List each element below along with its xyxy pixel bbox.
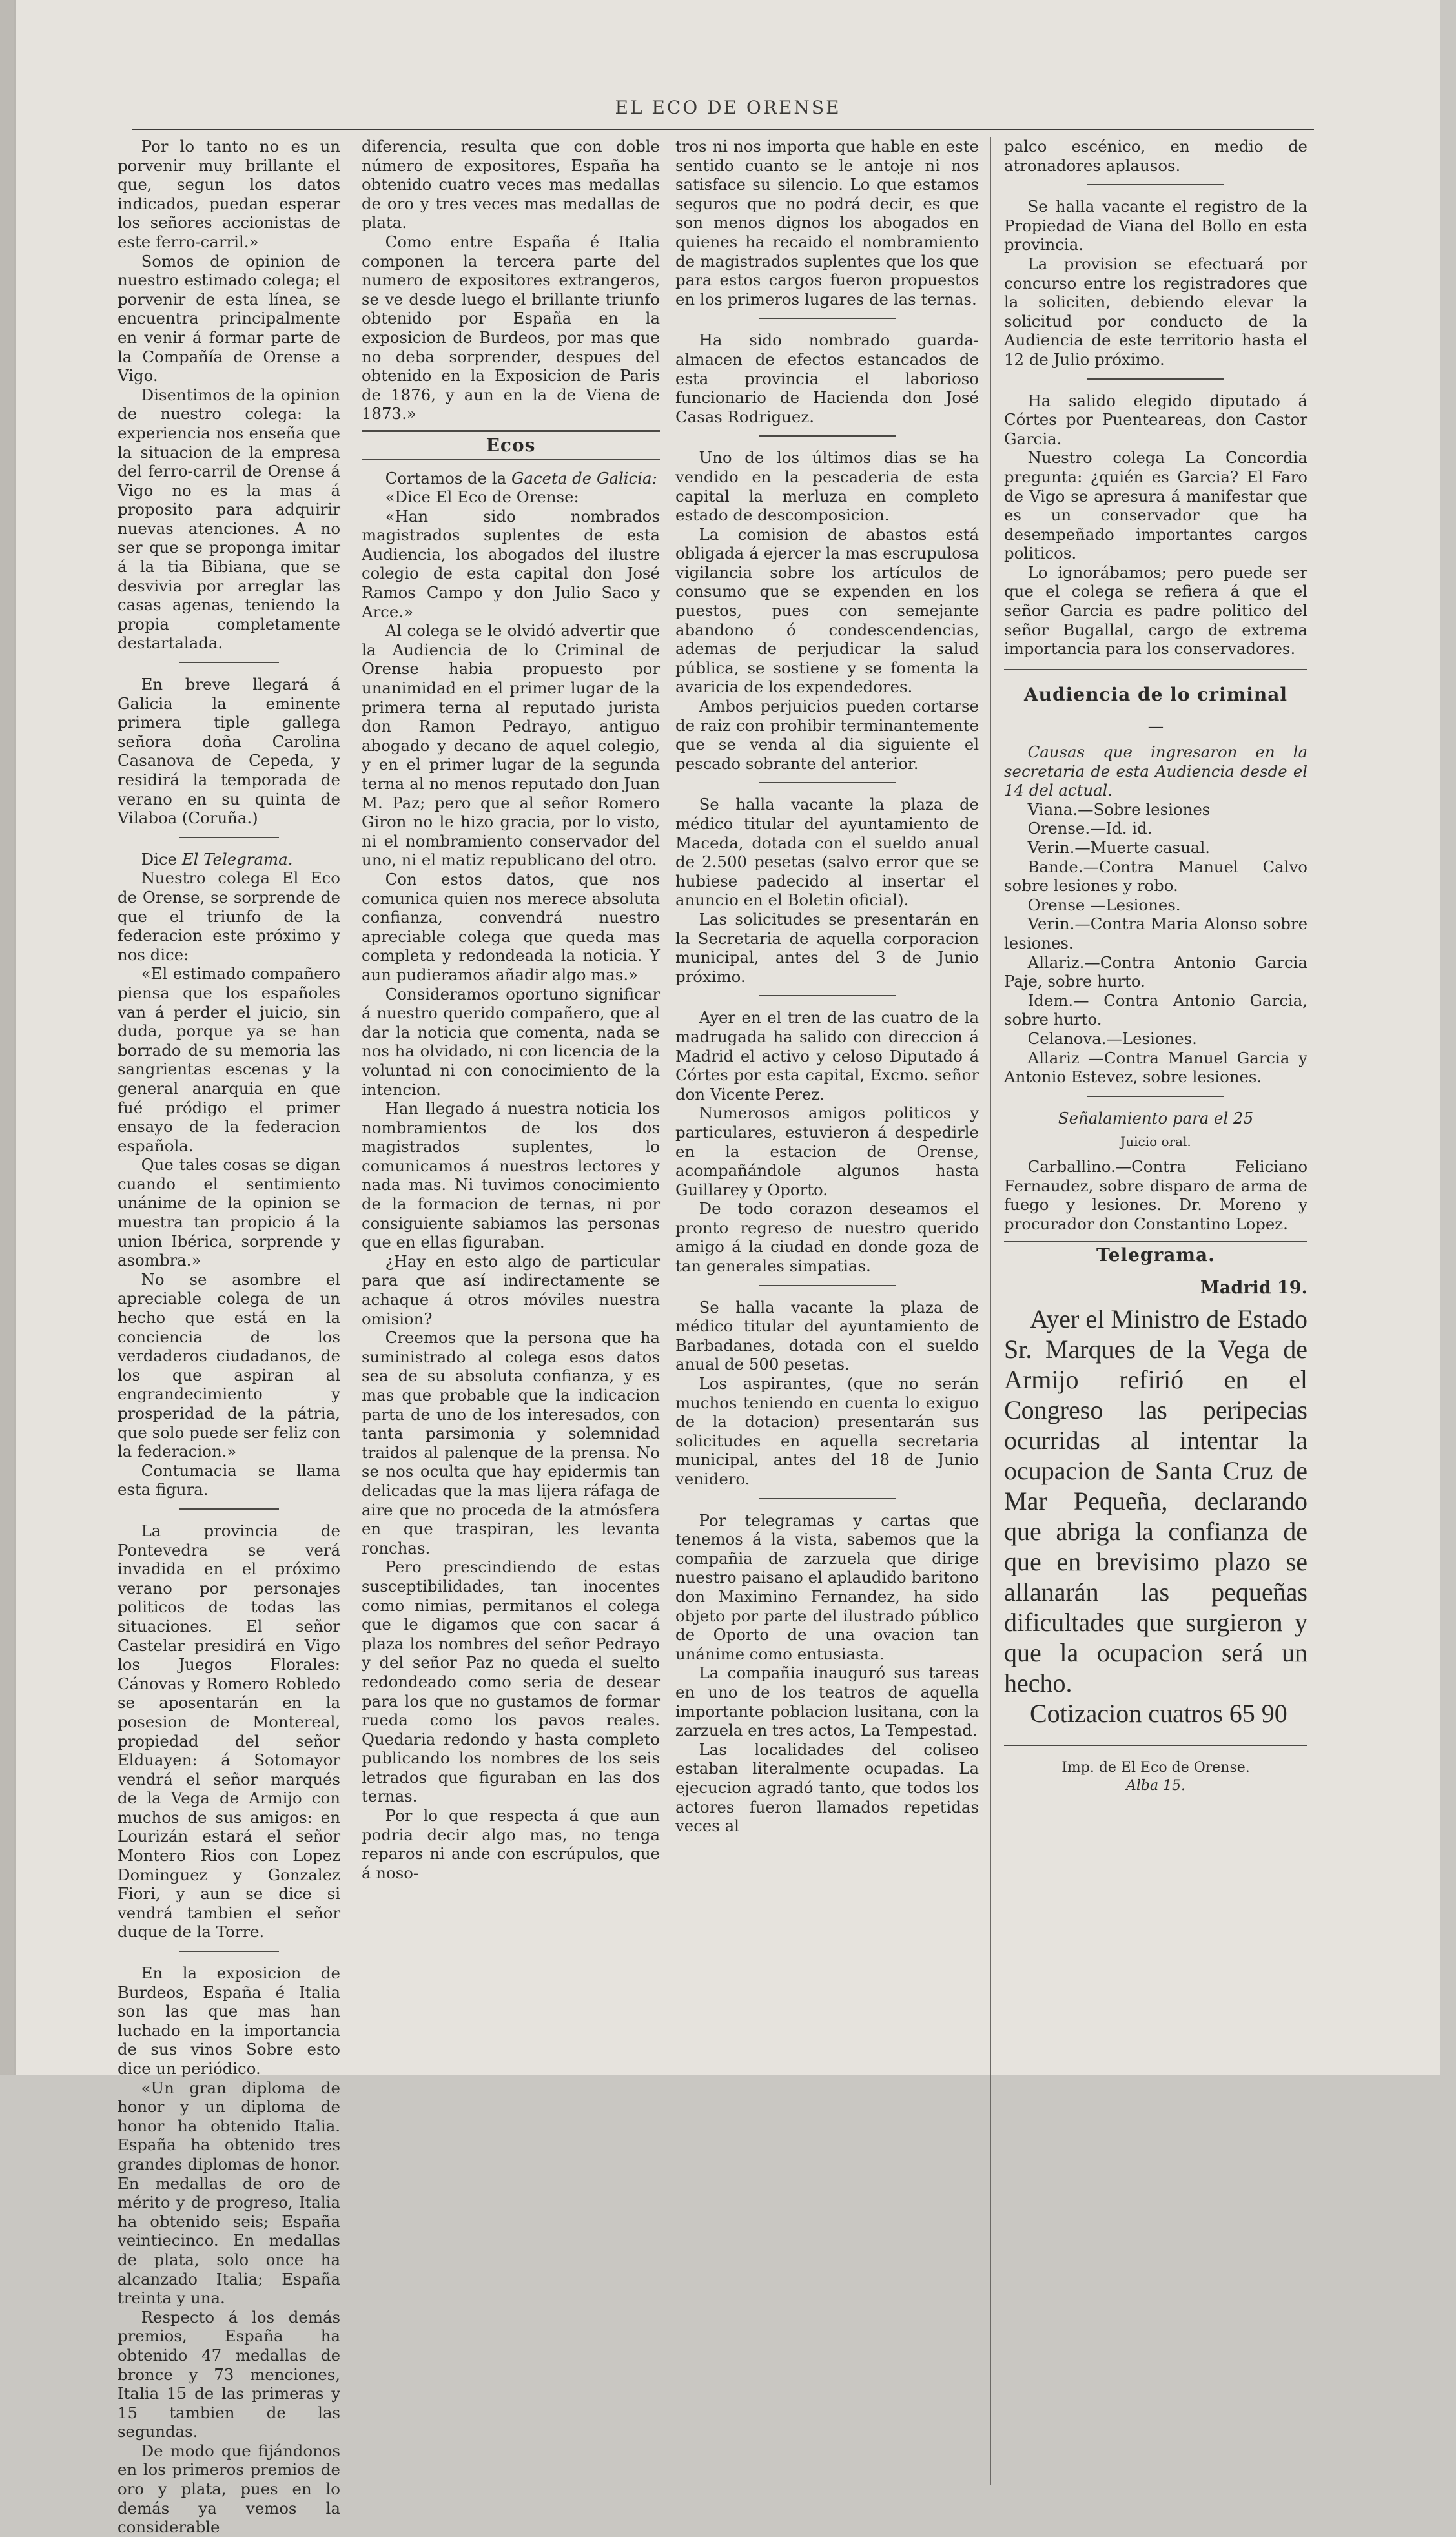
paragraph: Pero prescindiendo de estas susceptibilidades, tan inocentes como nimias, permitanos el colega que le digamos que con sacar á plaza los nombres del señor Pedrayo y del señor Paz no queda el suelto redondeado como seria de desear para los que no gustamos de formar rueda como los pavos reales. Quedaria redondo y hasta completo publicando los nombres de los seis letrados que figuraban en las dos ternas.: [362, 1557, 660, 1806]
causa-item: Viana.—Sobre lesiones: [1027, 799, 1211, 819]
paragraph: Creemos que la persona que ha suministrado al colega esos datos sea de su absoluta confianza, y es mas que probable que la indicacion parta de uno de los interesados, con tanta parsimonia y solemnidad traidos al palenque de la prensa. No se nos oculta que hay epidermis tan delicadas que la mas lijera ráfaga de aire que no proceda de la atmósfera en que traspiran, les levanta ronchas.: [362, 1328, 660, 1557]
paragraph: diferencia, resulta que con doble número de expositores, España ha obtenido cuatro veces mas medallas de oro y tres veces mas medallas de plata.: [362, 137, 660, 232]
separator: [759, 318, 896, 319]
juicio-label: Juicio oral.: [1120, 1134, 1191, 1150]
paragraph: Han llegado á nuestra noticia los nombramientos de los dos magistrados suplentes, lo comunicamos á nuestros lectores y nada mas. Ni tuvimos conocimiento de la formacion de ternas, ni por consiguiente sabiamos las personas que en ellas figuraban.: [362, 1099, 660, 1252]
paragraph: Carballino.—Contra Feliciano Fernaudez, sobre disparo de arma de fuego y lesiones. Dr. Moreno y procurador don Constantino Lopez.: [1004, 1156, 1307, 1233]
separator: [759, 782, 896, 783]
paragraph: Por lo tanto no es un porvenir muy brillante el que, segun los datos indicados, puedan esperar los señores accionistas de este ferro-carril.»: [118, 137, 340, 251]
paragraph: Las localidades del coliseo estaban literalmente ocupadas. La ejecucion agradó tanto, que todos los actores fueron llamados repetidas veces al: [675, 1740, 979, 1836]
paragraph: «Han sido nombrados magistrados suplentes de esta Audiencia, los abogados del ilustre colegio de esta capital don José Ramos Campo y don Julio Saco y Arce.»: [362, 506, 660, 621]
telegrama-body: [1004, 1304, 1307, 1729]
section-title-audiencia: Audiencia de lo criminal: [1023, 683, 1288, 705]
column-2: [362, 137, 660, 2498]
paragraph: Se halla vacante la plaza de médico titular del ayuntamiento de Maceda, dotada con el sueldo anual de 2.500 pesetas (salvo error que se hubiese padecido al insertar el anuncio en el Boletin oficial).: [675, 795, 979, 910]
paragraph: La provision se efectuará por concurso entre los registradores que la soliciten, debiendo elevar la solicitud por conducto de la Audiencia de este territorio hasta el 12 de Julio próximo.: [1004, 254, 1307, 369]
paragraph: Numerosos amigos politicos y particulares, estuvieron á despedirle en la estacion de Orense, acompañándole algunos hasta Guillarey y Oporto.: [675, 1104, 979, 1199]
paragraph: ¿Hay en esto algo de particular para que así indirectamente se achaque á otros móviles nuestra omision?: [362, 1251, 660, 1328]
paragraph: Las solicitudes se presentarán en la Secretaria de aquella corporacion municipal, antes del 3 de Junio próximo.: [675, 909, 979, 986]
paragraph: «El estimado compañero piensa que los españoles van á perder el juicio, sin duda, porque ya se han borrado de su memoria las sangrientas escenas y la general anarquia en que fué pródigo el primer ensayo de la federacion española.: [118, 964, 340, 1155]
masthead-rule: [132, 129, 1314, 130]
paragraph: No se asombre el apreciable colega de un hecho que está en la conciencia de los verdaderos ciudadanos, de los que aspiran al engrandecimiento y prosperidad de la pátria, que solo puede ser feliz con la federacion.»: [118, 1269, 340, 1461]
paragraph: Ha salido elegido diputado á Córtes por Puenteareas, don Castor Garcia.: [1004, 391, 1307, 448]
paragraph: Nuestro colega El Eco de Orense, se sorprende de que el triunfo de la federacion este próximo y nos dice:: [118, 868, 340, 964]
paragraph: Contumacia se llama esta figura.: [118, 1461, 340, 1499]
causa-item: Verin.—Contra Maria Alonso sobre lesiones.: [1004, 914, 1307, 952]
imprint-address: Alba 15.: [1125, 1778, 1186, 1794]
separator: [759, 1498, 896, 1499]
paragraph: La comision de abastos está obligada á ejercer la mas escrupulosa vigilancia sobre los artículos de consumo que se expenden en los puestos, pues con semejante abandono ó condescendencias, ademas de perjudicar la salud pública, se sostiene y se fomenta la avaricia de los expendedores.: [675, 524, 979, 697]
causa-item: Allariz —Contra Manuel Garcia y Antonio Estevez, sobre lesiones.: [1004, 1048, 1307, 1087]
paragraph: En la exposicion de Burdeos, España é Italia son las que mas han luchado en la importancia de sus vinos Sobre esto dice un periódico.: [118, 1964, 340, 2078]
page-edge-strip: [0, 0, 14, 2075]
separator: [759, 995, 896, 996]
paragraph: Que tales cosas se digan cuando el sentimiento unánime de la opinion se muestra tan propicio á la union Ibérica, sorprende y asombra.»: [118, 1155, 340, 1270]
paragraph: Al colega se le olvidó advertir que la Audiencia de lo Criminal de Orense habia propuesto por unanimidad en el primer lugar de la primera terna al reputado jurista don Ramon Pedrayo, antiguo abogado y decano de aquel colegio, y en el primer lugar de la segunda terna al no menos reputado don Juan M. Paz; pero que al señor Romero Giron no le hizo gracia, por lo visto, ni el nombramiento conservador del uno, ni el matiz republicano del otro.: [362, 621, 660, 870]
column-rule: [990, 137, 991, 2485]
text: Dice: [141, 849, 178, 868]
section-title-ecos: Ecos: [362, 430, 660, 460]
paragraph: «Un gran diploma de honor y un diploma de honor ha obtenido Italia. España ha obtenido tres grandes diplomas de honor. En medallas de oro de mérito y de progreso, Italia ha obtenido seis; España veintiecinco. En medallas de plata, solo once ha alcanzado Italia; España treinta y una.: [118, 2078, 340, 2308]
separator: [179, 837, 279, 838]
paragraph: Por lo que respecta á que aun podria decir algo mas, no tenga reparos ni ande con escrúpulos, que á noso-: [362, 1806, 660, 1882]
paragraph: «Dice El Eco de Orense:: [385, 488, 579, 507]
text: Cortamos de la: [385, 468, 507, 488]
paragraph: Uno de los últimos dias se ha vendido en la pescaderia de esta capital la merluza en completo estado de descomposicion.: [675, 448, 979, 525]
senalamiento: Señalamiento para el 25: [1058, 1108, 1254, 1127]
causa-item: Verin.—Muerte casual.: [1027, 838, 1211, 857]
separator: [179, 1508, 279, 1510]
column-1: [118, 137, 340, 2537]
paragraph: Consideramos oportuno significar á nuestro querido compañero, que al dar la noticia que comenta, nada se nos ha olvidado, ni con licencia de la voluntad ni con conocimiento de la intencion.: [362, 984, 660, 1099]
paragraph: De todo corazon deseamos el pronto regreso de nuestro querido amigo á la ciudad en donde goza de tan generales simpatias.: [675, 1199, 979, 1276]
paragraph: Como entre España é Italia componen la tercera parte del numero de expositores extrangeros, se ve desde luego el brillante triunfo obtenido por España en la exposicion de Burdeos, por mas que no deba sorprender, despues del obtenido en la Exposicion de Paris de 1876, y aun en la de Viena de 1873.»: [362, 232, 660, 424]
imprint: [1004, 1759, 1307, 1795]
paragraph: Se halla vacante la plaza de médico titular del ayuntamiento de Barbadanes, dotada con el sueldo anual de 500 pesetas.: [675, 1297, 979, 1374]
separator: [1087, 378, 1224, 380]
telegrama-date: Madrid 19.: [1200, 1277, 1307, 1298]
causa-item: Celanova.—Lesiones.: [1027, 1029, 1197, 1048]
dash: —: [1147, 717, 1164, 736]
newspaper-name: Gaceta de Galicia:: [511, 468, 657, 488]
separator: [1087, 1096, 1224, 1097]
causa-item: Orense —Lesiones.: [1027, 895, 1181, 914]
masthead: EL ECO DE ORENSE: [615, 97, 841, 118]
paragraph: Por telegramas y cartas que tenemos á la vista, sabemos que la compañia de zarzuela que dirige nuestro paisano el aplaudido baritono don Maximino Fernandez, ha sido objeto por parte del ilustrado público de Oporto de una ovacion tan unánime como entusiasta.: [675, 1510, 979, 1663]
separator: [759, 1285, 896, 1286]
paragraph: De modo que fijándonos en los primeros premios de oro y plata, pues en lo demás ya vemos la considerable: [118, 2441, 340, 2537]
paragraph: tros ni nos importa que hable en este sentido cuanto se le antoje ni nos satisface su silencio. Lo que estamos seguros que no podrá decir, es que son menos dignos los abogados en quienes ha recaido el nombramiento de magistrados suplentes que los que para estos cargos fueron propuestos en los primeros lugares de las ternas.: [675, 137, 979, 309]
paragraph: Lo ignorábamos; pero puede ser que el colega se refiera á que el señor Garcia es padre politico del señor Bugallal, cargo de extrema importancia para los conservadores.: [1004, 562, 1307, 659]
paragraph: Nuestro colega La Concordia pregunta: ¿quién es Garcia? El Faro de Vigo se apresura á manifestar que es un conservador que ha desempeñado importantes cargos politicos.: [1004, 448, 1307, 563]
causa-item: Allariz.—Contra Antonio Garcia Paje, sobre hurto.: [1004, 952, 1307, 991]
causa-item: Orense.—Id. id.: [1027, 819, 1153, 838]
column-4: [1004, 137, 1307, 2498]
paragraph: La compañia inauguró sus tareas en uno de los teatros de aquella importante poblacion lusitana, con la zarzuela en tres actos, La Tempestad.: [675, 1663, 979, 1740]
causas-intro: Causas que ingresaron en la secretaria de esta Audiencia desde el 14 del actual.: [1004, 743, 1307, 800]
separator: [1004, 1745, 1307, 1747]
paragraph: Ayer en el tren de las cuatro de la madrugada ha salido con direccion á Madrid el activo y celoso Diputado á Córtes por esta capital, Excmo. señor don Vicente Perez.: [675, 1008, 979, 1104]
separator: [179, 662, 279, 663]
newspaper-name: El Telegrama.: [181, 849, 293, 868]
paragraph: En breve llegará á Galicia la eminente primera tiple gallega señora doña Carolina Casanova de Cepeda, y residirá la temporada de verano en su quinta de Vilaboa (Coruña.): [118, 675, 340, 828]
separator: [179, 1951, 279, 1952]
paragraph: [362, 469, 660, 488]
paragraph: Somos de opinion de nuestro estimado colega; el porvenir de esta línea, se encuentra principalmente en venir á formar parte de la Compañía de Orense a Vigo.: [118, 251, 340, 385]
paragraph: Ambos perjuicios pueden cortarse de raiz con prohibir terminantemente que se venda al dia siguiente el pescado sobrante del anterior.: [675, 697, 979, 773]
paragraph: palco escénico, en medio de atronadores aplausos.: [1004, 137, 1307, 175]
causa-item: Bande.—Contra Manuel Calvo sobre lesiones y robo.: [1004, 857, 1307, 896]
paragraph: Disentimos de la opinion de nuestro colega: la experiencia nos enseña que la situacion de la empresa del ferro-carril de Orense á Vigo no es la mas á proposito para adquirir nuevas atenciones. A no ser que se proponga imitar á la tia Bibiana, que se desvivia por arreglar las casas agenas, teniendo la propia completamente destartalada.: [118, 385, 340, 653]
causa-item: Idem.— Contra Antonio Garcia, sobre hurto.: [1004, 991, 1307, 1029]
paragraph: Se halla vacante el registro de la Propiedad de Viana del Bollo en esta provincia.: [1004, 197, 1307, 254]
separator: [1087, 184, 1224, 185]
paragraph: Los aspirantes, (que no serán muchos teniendo en cuenta lo exiguo de la dotacion) presentarán sus solicitudes en aquella secretaria municipal, antes del 18 de Junio venidero.: [675, 1374, 979, 1488]
paragraph: Respecto á los demás premios, España ha obtenido 47 medallas de bronce y 73 menciones, Italia 15 de las primeras y 15 tambien de las segundas.: [118, 2307, 340, 2441]
paragraph: [118, 850, 340, 869]
imprint-line: Imp. de El Eco de Orense.: [1061, 1760, 1250, 1776]
telegrama-text: Ayer el Ministro de Estado Sr. Marques de la Vega de Armijo refirió en el Congreso las peripecias ocurridas al intentar la ocupacion de Santa Cruz de Mar Pequeña, declarando que abriga la confianza de que en brevisimo plazo se allanarán las pequeñas dificultades que surgieron y que la ocupacion será un hecho.: [1004, 1304, 1307, 1698]
separator: [759, 435, 896, 437]
paragraph: Ha sido nombrado guarda-almacen de efectos estancados de esta provincia el laborioso funcionario de Hacienda don José Casas Rodriguez.: [675, 331, 979, 426]
causas-list: [1004, 800, 1307, 1087]
paragraph: Con estos datos, que nos comunica quien nos merece absoluta confianza, convendrá nuestro apreciable colega que queda mas completa y redondeada la noticia. Y aun pudieramos añadir algo mas.»: [362, 869, 660, 984]
column-3: [675, 137, 979, 2498]
section-title-telegrama: Telegrama.: [1004, 1240, 1307, 1269]
paragraph: La provincia de Pontevedra se verá invadida en el próximo verano por personajes politicos de todas las situaciones. El señor Castelar presidirá en Vigo los Juegos Florales: Cánovas y Romero Robledo se aposentarán en la posesion de Montereal, propiedad del señor Elduayen: á Sotomayor vendrá el señor marqués de la Vega de Armijo con muchos de sus amigos: en Lourizán estará el señor Montero Rios con Lopez Dominguez y Gonzalez Fiori, y aun se dice si vendrá tambien el señor duque de la Torre.: [118, 1521, 340, 1942]
separator: [1004, 668, 1307, 670]
cotizacion: Cotizacion cuatros 65 90: [1030, 1699, 1287, 1729]
